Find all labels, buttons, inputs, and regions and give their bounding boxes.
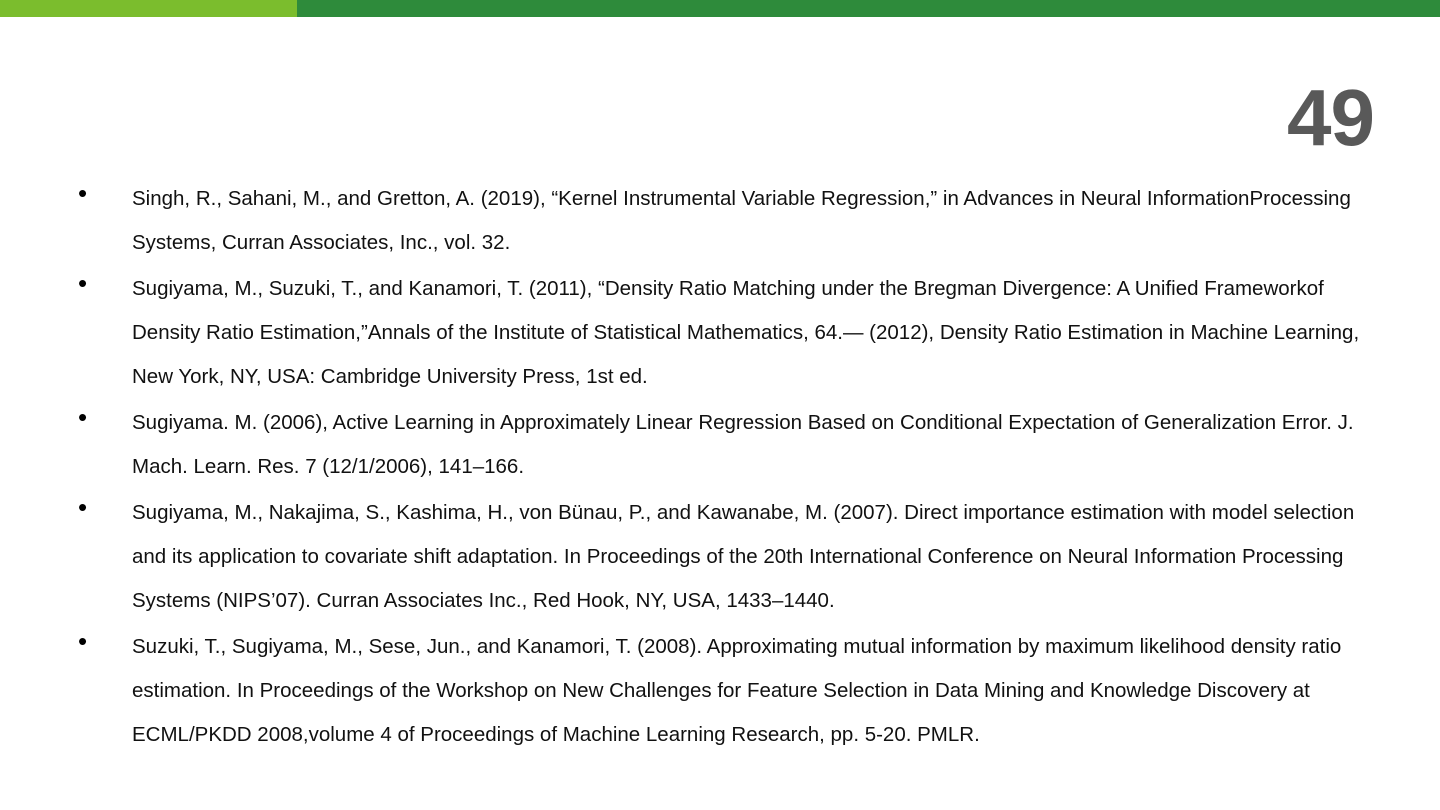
bullet-icon: • [78, 268, 88, 298]
bullet-icon: • [78, 402, 88, 432]
bullet-icon: • [78, 626, 88, 656]
reference-text: Suzuki, T., Sugiyama, M., Sese, Jun., and Kanamori, T. (2008). Approximating mutual information by maximum likelihood density ratio estimation. In Proceedings of the Workshop on New Challenges for Feature Selection in Data Mining and Knowledge Discovery at ECML/PKDD 2008,volume 4 of Proceedings of Machine Learning Research, pp. 5-20. PMLR. [132, 635, 1342, 746]
reference-list [0, 177, 1440, 759]
reference-item [0, 177, 1440, 265]
reference-text: Sugiyama, M., Nakajima, S., Kashima, H., von Bünau, P., and Kawanabe, M. (2007). Direct importance estimation with model selection and its application to covariate shift adaptation. In Proceedings of the 20th International Conference on Neural Information Processing Systems (NIPS’07). Curran Associates Inc., Red Hook, NY, USA, 1433–1440. [132, 501, 1355, 612]
reference-text: Sugiyama. M. (2006), Active Learning in Approximately Linear Regression Based on Conditional Expectation of Generalization Error. J. Mach. Learn. Res. 7 (12/1/2006), 141–166. [132, 411, 1354, 478]
reference-item [0, 491, 1440, 623]
bullet-icon: • [78, 178, 88, 208]
reference-text: Singh, R., Sahani, M., and Gretton, A. (2019), “Kernel Instrumental Variable Regression,” in Advances in Neural InformationProcessing Systems, Curran Associates, Inc., vol. 32. [132, 187, 1351, 254]
top-accent-bar-light-segment [0, 0, 297, 17]
reference-item [0, 625, 1440, 757]
reference-item [0, 267, 1440, 399]
page-number: 49 [1287, 73, 1374, 162]
top-accent-bar [0, 0, 1440, 17]
reference-item [0, 401, 1440, 489]
top-accent-bar-dark-segment [297, 0, 1440, 17]
bullet-icon: • [78, 492, 88, 522]
reference-text: Sugiyama, M., Suzuki, T., and Kanamori, T. (2011), “Density Ratio Matching under the Bregman Divergence: A Unified Frameworkof Density Ratio Estimation,”Annals of the Institute of Statistical Mathematics, 64.— (2012), Density Ratio Estimation in Machine Learning, New York, NY, USA: Cambridge University Press, 1st ed. [132, 277, 1360, 388]
